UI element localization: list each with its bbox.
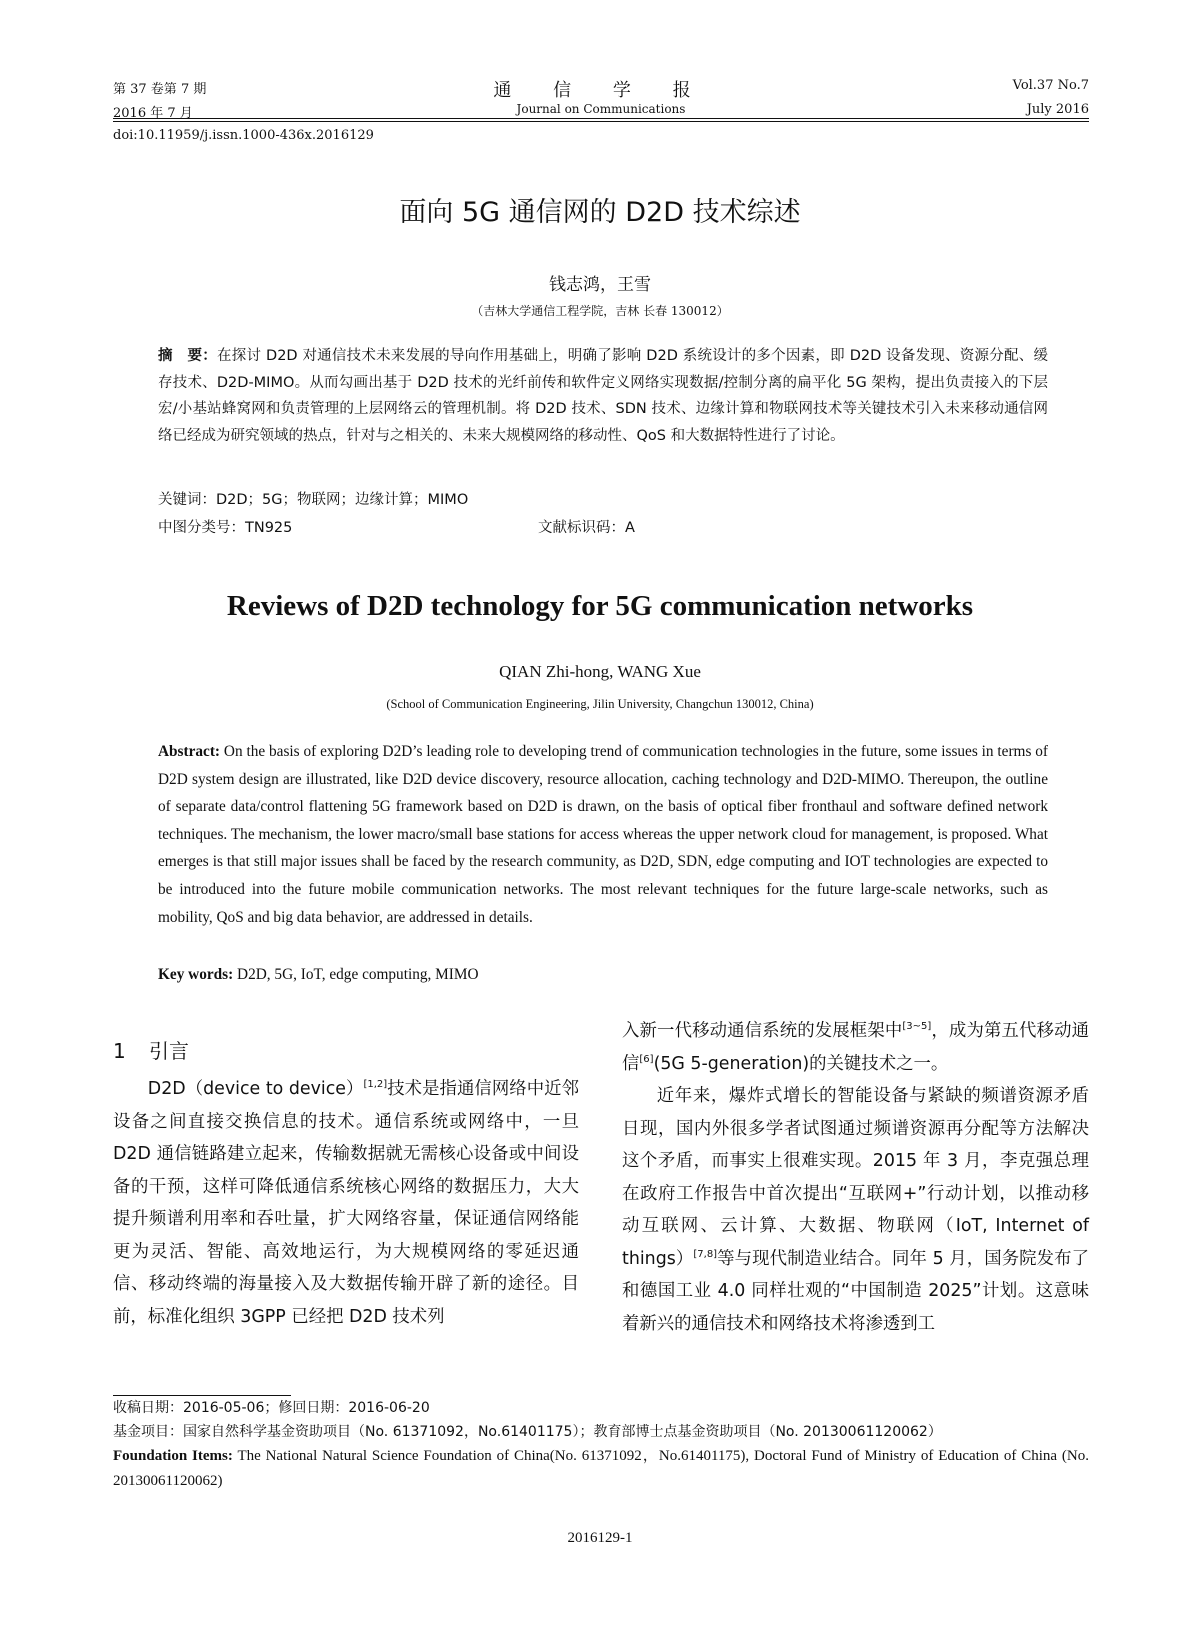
- footnote-funding-en: [113, 1444, 1089, 1493]
- body-paragraph: [113, 1073, 579, 1333]
- document-code: 文献标识码：A: [538, 520, 635, 536]
- keywords-en: [158, 966, 479, 984]
- citation[interactable]: [3~5]: [902, 1021, 932, 1033]
- doi[interactable]: doi:10.11959/j.issn.1000-436x.2016129: [113, 128, 374, 143]
- authors-en: QIAN Zhi-hong, WANG Xue: [499, 662, 701, 681]
- authors-cn: 钱志鸿，王雪: [549, 275, 651, 295]
- affiliation-en: (School of Communication Engineering, Jilin University, Changchun 130012, China): [386, 697, 814, 711]
- footnote-funding-en-text: The National Natural Science Foundation of China(No. 61371092，No.61401175), Doctoral Fund of Ministry of Education of China (No. 20130061120062): [113, 1448, 1089, 1489]
- body-text: 入新一代移动通信系统的发展框架中: [622, 1021, 903, 1041]
- volume-issue: 第 37 卷第 7 期: [113, 82, 207, 97]
- issue-date-en: July 2016: [1026, 102, 1089, 117]
- body-column-left: [113, 1073, 579, 1333]
- citation[interactable]: [6]: [639, 1053, 654, 1065]
- journal-name-cn: 通 信 学 报: [493, 80, 709, 101]
- abstract-cn-label: 摘 要：: [158, 348, 217, 364]
- footnote-funding-en-label: Foundation Items:: [113, 1448, 233, 1464]
- paper-title-cn: 面向 5G 通信网的 D2D 技术综述: [399, 197, 801, 228]
- abstract-cn: [158, 343, 1048, 449]
- body-text: 近年来，爆炸式增长的智能设备与紧缺的频谱资源矛盾日现，国内外很多学者试图通过频谱资源再分配等方法解决这个矛盾，而事实上很难实现。2015 年 3 月，李克强总理在政府工作报告中首次提出“互联网+”行动计划，以推动移动互联网、云计算、大数据、物联网（IoT, Internet of things）: [622, 1086, 1089, 1269]
- section-heading: [113, 1035, 189, 1064]
- body-text: (5G 5-generation)的关键技术之一。: [653, 1053, 949, 1074]
- citation[interactable]: [1,2]: [363, 1079, 388, 1091]
- body-text: 技术是指通信网络中近邻设备之间直接交换信息的技术。通信系统或网络中，一旦 D2D 通信链路建立起来，传输数据就无需核心设备或中间设备的干预，这样可降低通信系统核心网络的数据压力，大大提升频谱利用率和吞吐量，扩大网络容量，保证通信网络能更为灵活、智能、高效地运行，为大规模网络的零延迟通信、移动终端的海量接入及大数据传输开辟了新的途径。目前，标准化组织 3GPP 已经把 D2D 技术列: [113, 1079, 579, 1327]
- keywords-en-text: D2D, 5G, IoT, edge computing, MIMO: [237, 966, 479, 983]
- footnote-funding-cn: 基金项目：国家自然科学基金资助项目（No. 61371092，No.61401175）；教育部博士点基金资助项目（No. 20130061120062）: [113, 1424, 942, 1440]
- keywords-en-label: Key words:: [158, 966, 234, 983]
- body-text: D2D（device to device）: [147, 1079, 364, 1099]
- header-rule-2: [113, 121, 1089, 122]
- body-column-right: [622, 1015, 1089, 1340]
- paper-title-en: Reviews of D2D technology for 5G communication networks: [226, 590, 974, 622]
- header-rule: [113, 118, 1089, 119]
- footnote-dates: 收稿日期：2016-05-06；修回日期：2016-06-20: [113, 1400, 430, 1416]
- volume-issue-en: Vol.37 No.7: [1012, 78, 1089, 93]
- body-paragraph: [622, 1015, 1089, 1080]
- abstract-en-label: Abstract:: [158, 743, 221, 760]
- citation[interactable]: [7,8]: [693, 1248, 718, 1260]
- body-text: ，成为第五代移动通信: [622, 1021, 1089, 1074]
- journal-name-en: Journal on Communications: [516, 102, 686, 116]
- classification-number: 中图分类号：TN925: [158, 520, 293, 536]
- abstract-cn-text: 在探讨 D2D 对通信技术未来发展的导向作用基础上，明确了影响 D2D 系统设计的多个因素，即 D2D 设备发现、资源分配、缓存技术、D2D-MIMO。从而勾画出基于 D2D 技术的光纤前传和软件定义网络实现数据/控制分离的扁平化 5G 架构，提出负责接入的下层宏/小基站蜂窝网和负责管理的上层网络云的管理机制。将 D2D 技术、SDN 技术、边缘计算和物联网技术等关键技术引入未来移动通信网络已经成为研究领域的热点，针对与之相关的、未来大规模网络的移动性、QoS 和大数据特性进行了讨论。: [158, 348, 1048, 444]
- keywords-cn: 关键词：D2D；5G；物联网；边缘计算；MIMO: [158, 492, 469, 508]
- body-text: 等与现代制造业结合。同年 5 月，国务院发布了和德国工业 4.0 同样壮观的“中国制造 2025”计划。这意味着新兴的通信技术和网络技术将渗透到工: [622, 1248, 1090, 1334]
- affiliation-cn: （吉林大学通信工程学院，吉林 长春 130012）: [471, 304, 729, 318]
- section-title: 引言: [149, 1039, 189, 1063]
- section-number: 1: [113, 1039, 126, 1063]
- abstract-en-text: On the basis of exploring D2D’s leading role to developing trend of communication technologies in the future, some issues in terms of D2D system design are illustrated, like D2D device discovery, resource allocation, caching technology and D2D-MIMO. Thereupon, the outline of separate data/control flattening 5G framework based on D2D is drawn, on the basis of optical fiber fronthaul and software defined network techniques. The mechanism, the lower macro/small base stations for access whereas the upper network cloud for management, is proposed. What emerges is that still major issues shall be faced by the research community, as D2D, SDN, edge computing and IOT technologies are expected to be introduced into the future mobile communication networks. The most relevant techniques for the future large-scale networks, such as mobility, QoS and big data behavior, are addressed in details.: [158, 743, 1048, 926]
- abstract-en: [158, 738, 1048, 931]
- page-number: 2016129-1: [567, 1530, 633, 1546]
- issue-date-cn: 2016 年 7 月: [113, 106, 193, 121]
- body-paragraph: [622, 1080, 1089, 1340]
